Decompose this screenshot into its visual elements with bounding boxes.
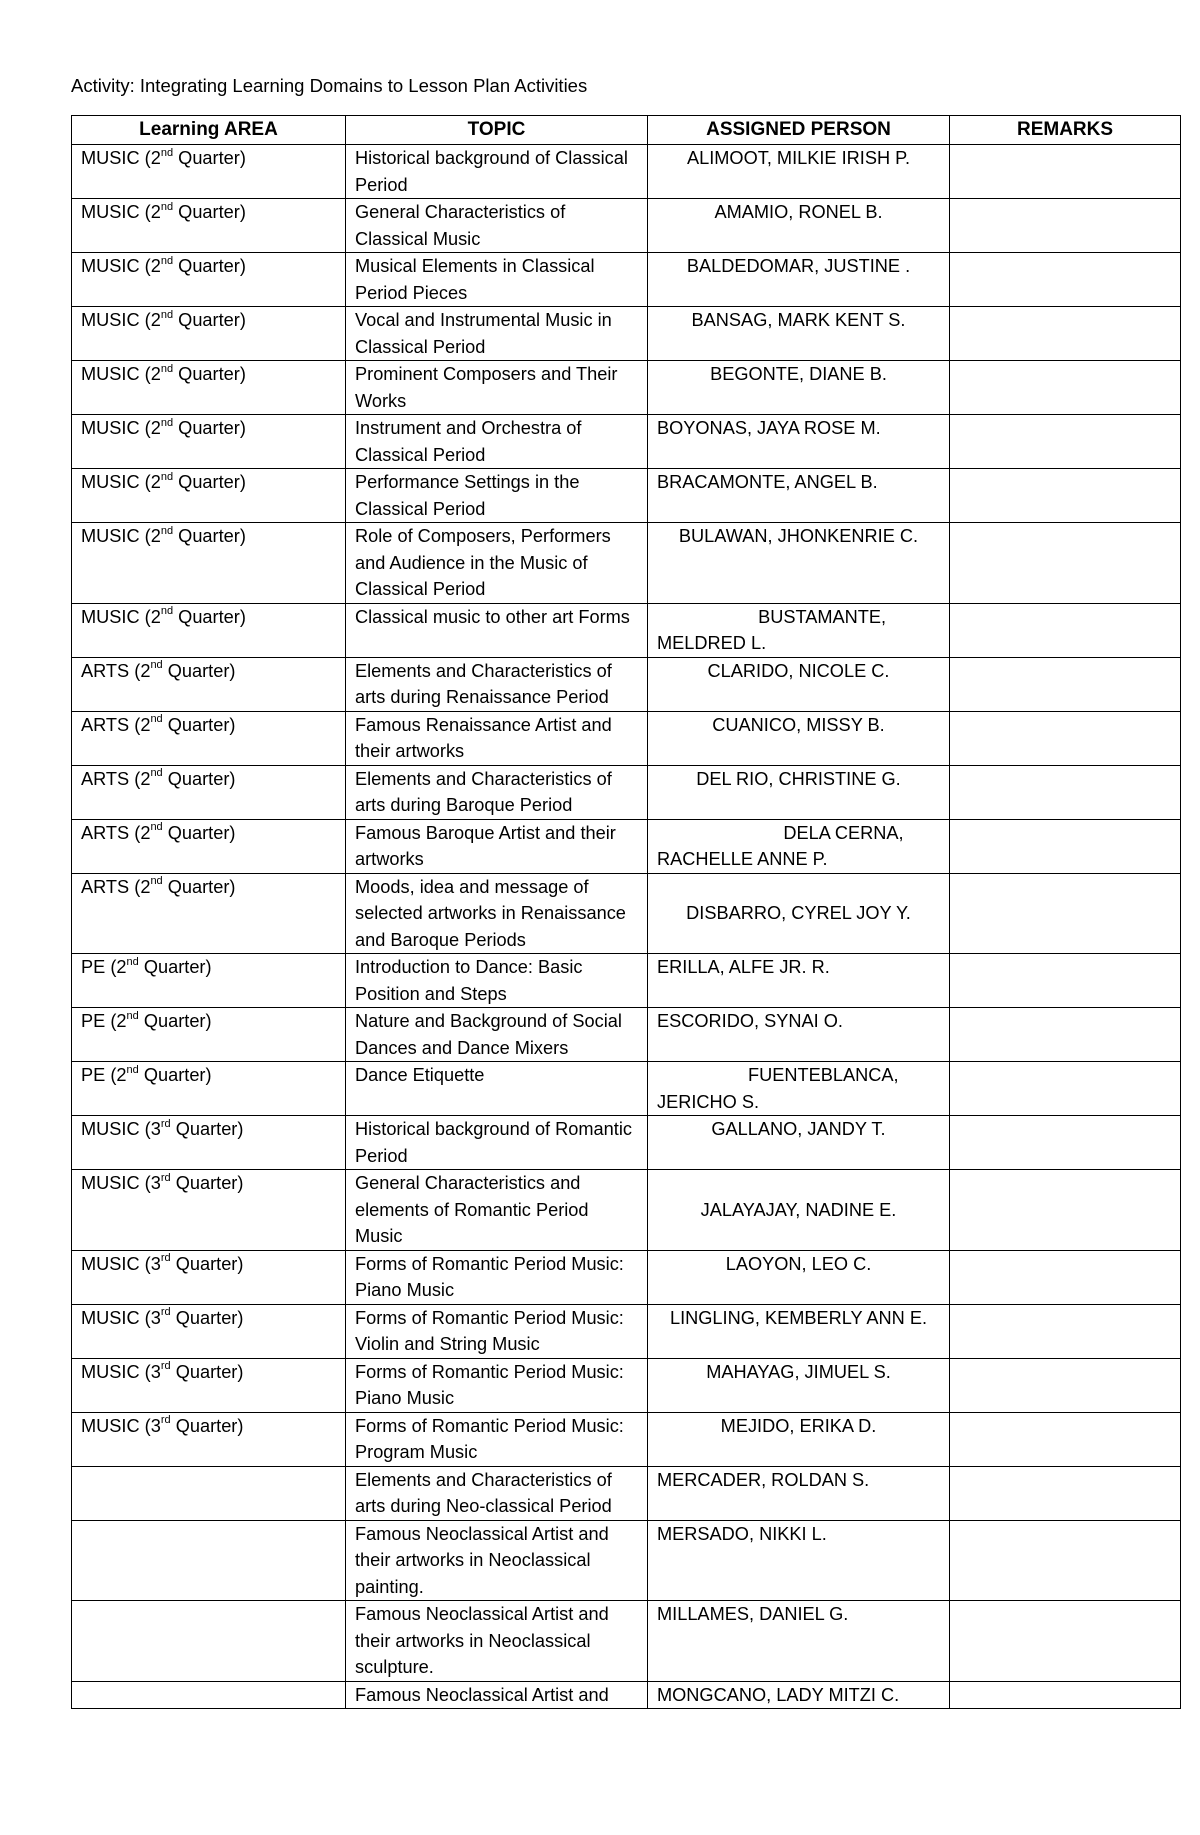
assigned-person-cell: BALDEDOMAR, JUSTINE . — [648, 253, 950, 307]
area-quarter-word: Quarter — [175, 1173, 238, 1193]
topic-cell: Forms of Romantic Period Music: Violin and String Music — [346, 1304, 648, 1358]
area-quarter-word: Quarter — [175, 1361, 238, 1382]
area-quarter-word: Quarter — [175, 1307, 238, 1328]
area-subject: MUSIC — [81, 1307, 140, 1328]
assigned-person-cell: CLARIDO, NICOLE C. — [648, 657, 950, 711]
table-row — [72, 1520, 1181, 1601]
remarks-cell — [950, 765, 1181, 819]
area-subject: MUSIC — [81, 526, 140, 546]
remarks-cell — [950, 1466, 1181, 1520]
learning-area-cell — [72, 1520, 346, 1601]
area-subject: PE — [81, 957, 106, 977]
remarks-cell — [950, 1358, 1181, 1412]
area-quarter-number: 2 — [140, 822, 151, 843]
assigned-person-cell: MONGCANO, LADY MITZI C. — [648, 1681, 950, 1709]
area-quarter-word: Quarter — [175, 1415, 238, 1436]
header-remarks: REMARKS — [950, 116, 1181, 145]
area-quarter-ordinal: nd — [150, 767, 163, 780]
area-quarter-word: Quarter — [175, 1119, 238, 1139]
area-subject: MUSIC — [81, 418, 140, 438]
area-quarter-word: Quarter — [167, 714, 230, 735]
learning-area-cell: MUSIC (3rd Quarter) — [72, 1170, 346, 1251]
assigned-person-cell: DEL RIO, CHRISTINE G. — [648, 765, 950, 819]
assigned-person-cell: BUSTAMANTE, MELDRED L. — [648, 603, 950, 657]
area-quarter-number: 2 — [150, 310, 161, 330]
area-quarter-number: 3 — [150, 1361, 161, 1382]
area-subject: PE — [81, 1065, 106, 1085]
assigned-person-cell: BOYONAS, JAYA ROSE M. — [648, 415, 950, 469]
table-row — [72, 873, 1181, 954]
topic-cell: Classical music to other art Forms — [346, 603, 648, 657]
learning-area-cell: MUSIC (2nd Quarter) — [72, 361, 346, 415]
area-quarter-number: 2 — [150, 418, 161, 438]
table-row — [72, 469, 1181, 523]
topic-cell: Dance Etiquette — [346, 1062, 648, 1116]
area-quarter-word: Quarter — [175, 1253, 238, 1274]
assigned-person-cell: MERCADER, ROLDAN S. — [648, 1466, 950, 1520]
learning-area-cell: PE (2nd Quarter) — [72, 954, 346, 1008]
area-quarter-word: Quarter — [167, 660, 230, 681]
area-subject: ARTS — [81, 714, 130, 735]
remarks-cell — [950, 415, 1181, 469]
area-quarter-number: 2 — [150, 606, 161, 627]
learning-area-cell: PE (2nd Quarter) — [72, 1008, 346, 1062]
remarks-cell — [950, 523, 1181, 604]
remarks-cell — [950, 711, 1181, 765]
table-row — [72, 603, 1181, 657]
table-row — [72, 819, 1181, 873]
topic-cell: Elements and Characteristics of arts during Neo-classical Period — [346, 1466, 648, 1520]
assigned-person-cell: ALIMOOT, MILKIE IRISH P. — [648, 145, 950, 199]
area-quarter-word: Quarter — [167, 876, 230, 897]
area-quarter-word: Quarter — [167, 822, 230, 843]
area-quarter-number: 2 — [150, 472, 161, 492]
area-quarter-word: Quarter — [178, 418, 240, 438]
remarks-cell — [950, 253, 1181, 307]
assigned-person-cell: ERILLA, ALFE JR. R. — [648, 954, 950, 1008]
table-row — [72, 1116, 1181, 1170]
topic-cell: Famous Baroque Artist and their artworks — [346, 819, 648, 873]
area-quarter-word: Quarter — [143, 957, 206, 977]
area-subject: MUSIC — [81, 1119, 140, 1139]
table-row — [72, 145, 1181, 199]
table-body — [72, 145, 1181, 1709]
area-quarter-ordinal: nd — [160, 362, 174, 375]
table-row — [72, 1170, 1181, 1251]
learning-area-cell: ARTS (2nd Quarter) — [72, 819, 346, 873]
learning-area-cell: MUSIC (3rd Quarter) — [72, 1116, 346, 1170]
area-quarter-ordinal: nd — [150, 659, 163, 672]
area-quarter-number: 2 — [150, 256, 161, 276]
area-quarter-number: 2 — [140, 714, 151, 735]
assigned-person-cell: CUANICO, MISSY B. — [648, 711, 950, 765]
remarks-cell — [950, 199, 1181, 253]
assigned-person-cell: BANSAG, MARK KENT S. — [648, 307, 950, 361]
table-row — [72, 415, 1181, 469]
assigned-person-cell: MEJIDO, ERIKA D. — [648, 1412, 950, 1466]
assigned-person-cell: MILLAMES, DANIEL G. — [648, 1601, 950, 1682]
remarks-cell — [950, 1412, 1181, 1466]
area-quarter-word: Quarter — [178, 310, 240, 330]
topic-cell: Moods, idea and message of selected artworks in Renaissance and Baroque Periods — [346, 873, 648, 954]
table-row — [72, 711, 1181, 765]
area-subject: MUSIC — [81, 606, 140, 627]
topic-cell: General Characteristics and elements of Romantic Period Music — [346, 1170, 648, 1251]
learning-area-cell: MUSIC (3rd Quarter) — [72, 1304, 346, 1358]
area-quarter-ordinal: rd — [160, 1306, 171, 1319]
remarks-cell — [950, 1250, 1181, 1304]
topic-cell: Famous Neoclassical Artist and — [346, 1681, 648, 1709]
area-subject: MUSIC — [81, 1253, 140, 1274]
area-quarter-number: 2 — [140, 876, 151, 897]
assigned-person-cell: MAHAYAG, JIMUEL S. — [648, 1358, 950, 1412]
remarks-cell — [950, 469, 1181, 523]
remarks-cell — [950, 1170, 1181, 1251]
header-topic: TOPIC — [346, 116, 648, 145]
remarks-cell — [950, 1062, 1181, 1116]
area-quarter-number: 2 — [150, 202, 161, 222]
topic-cell: Vocal and Instrumental Music in Classical Period — [346, 307, 648, 361]
area-quarter-ordinal: nd — [160, 470, 174, 483]
table-row — [72, 1250, 1181, 1304]
area-subject: MUSIC — [81, 472, 140, 492]
learning-area-cell: MUSIC (2nd Quarter) — [72, 523, 346, 604]
area-quarter-word: Quarter — [178, 148, 240, 168]
table-row — [72, 523, 1181, 604]
area-quarter-number: 3 — [150, 1119, 161, 1139]
table-row — [72, 1358, 1181, 1412]
learning-area-cell: PE (2nd Quarter) — [72, 1062, 346, 1116]
learning-area-cell: MUSIC (2nd Quarter) — [72, 307, 346, 361]
topic-cell: Instrument and Orchestra of Classical Period — [346, 415, 648, 469]
area-quarter-ordinal: nd — [126, 1063, 139, 1076]
topic-cell: Nature and Background of Social Dances and Dance Mixers — [346, 1008, 648, 1062]
topic-cell: Famous Renaissance Artist and their artworks — [346, 711, 648, 765]
area-subject: MUSIC — [81, 256, 140, 276]
area-subject: MUSIC — [81, 310, 140, 330]
area-quarter-number: 2 — [116, 957, 127, 977]
assignment-table — [71, 115, 1181, 1709]
table-row — [72, 954, 1181, 1008]
assigned-person-cell: GALLANO, JANDY T. — [648, 1116, 950, 1170]
table-row — [72, 1466, 1181, 1520]
table-row — [72, 1008, 1181, 1062]
table-row — [72, 199, 1181, 253]
area-subject: PE — [81, 1011, 106, 1031]
table-row — [72, 1062, 1181, 1116]
area-quarter-number: 2 — [150, 364, 161, 384]
assigned-person-cell: LAOYON, LEO C. — [648, 1250, 950, 1304]
learning-area-cell: MUSIC (2nd Quarter) — [72, 253, 346, 307]
area-quarter-ordinal: nd — [126, 955, 139, 968]
area-quarter-number: 2 — [140, 660, 151, 681]
area-subject: MUSIC — [81, 364, 140, 384]
area-subject: MUSIC — [81, 1361, 140, 1382]
table-row — [72, 1601, 1181, 1682]
remarks-cell — [950, 1520, 1181, 1601]
remarks-cell — [950, 873, 1181, 954]
learning-area-cell: MUSIC (2nd Quarter) — [72, 415, 346, 469]
area-quarter-ordinal: nd — [160, 524, 174, 537]
area-quarter-number: 3 — [150, 1253, 161, 1274]
assigned-person-cell: MERSADO, NIKKI L. — [648, 1520, 950, 1601]
area-quarter-word: Quarter — [178, 202, 240, 222]
area-quarter-ordinal: nd — [160, 200, 174, 213]
area-subject: ARTS — [81, 660, 130, 681]
table-header-row — [72, 116, 1181, 145]
remarks-cell — [950, 145, 1181, 199]
learning-area-cell — [72, 1681, 346, 1709]
area-quarter-number: 2 — [116, 1011, 127, 1031]
header-assigned-person: ASSIGNED PERSON — [648, 116, 950, 145]
remarks-cell — [950, 1681, 1181, 1709]
topic-cell: Prominent Composers and Their Works — [346, 361, 648, 415]
area-quarter-ordinal: nd — [150, 821, 163, 834]
area-quarter-ordinal: nd — [160, 146, 174, 159]
area-quarter-ordinal: nd — [150, 875, 163, 888]
assigned-person-cell: ESCORIDO, SYNAI O. — [648, 1008, 950, 1062]
learning-area-cell: ARTS (2nd Quarter) — [72, 765, 346, 819]
area-quarter-word: Quarter — [178, 526, 240, 546]
assigned-person-cell: LINGLING, KEMBERLY ANN E. — [648, 1304, 950, 1358]
table-row — [72, 1304, 1181, 1358]
learning-area-cell: ARTS (2nd Quarter) — [72, 873, 346, 954]
table-row — [72, 307, 1181, 361]
learning-area-cell: MUSIC (2nd Quarter) — [72, 199, 346, 253]
document-title: Activity: Integrating Learning Domains to Lesson Plan Activities — [71, 75, 588, 96]
topic-cell: General Characteristics of Classical Music — [346, 199, 648, 253]
remarks-cell — [950, 657, 1181, 711]
area-quarter-ordinal: nd — [160, 605, 174, 618]
table-row — [72, 657, 1181, 711]
remarks-cell — [950, 1116, 1181, 1170]
table-row — [72, 361, 1181, 415]
topic-cell: Elements and Characteristics of arts during Baroque Period — [346, 765, 648, 819]
area-subject: MUSIC — [81, 1173, 140, 1193]
area-quarter-ordinal: nd — [150, 713, 163, 726]
assigned-person-cell: AMAMIO, RONEL B. — [648, 199, 950, 253]
topic-cell: Forms of Romantic Period Music: Piano Music — [346, 1358, 648, 1412]
assigned-person-cell: DISBARRO, CYREL JOY Y. — [648, 873, 950, 954]
learning-area-cell: MUSIC (3rd Quarter) — [72, 1358, 346, 1412]
learning-area-cell: ARTS (2nd Quarter) — [72, 657, 346, 711]
assigned-person-cell: BULAWAN, JHONKENRIE C. — [648, 523, 950, 604]
area-quarter-ordinal: rd — [160, 1360, 171, 1373]
topic-cell: Historical background of Classical Period — [346, 145, 648, 199]
table-row — [72, 253, 1181, 307]
table-row — [72, 1681, 1181, 1709]
learning-area-cell: MUSIC (3rd Quarter) — [72, 1250, 346, 1304]
topic-cell: Forms of Romantic Period Music: Program Music — [346, 1412, 648, 1466]
topic-cell: Elements and Characteristics of arts during Renaissance Period — [346, 657, 648, 711]
remarks-cell — [950, 819, 1181, 873]
topic-cell: Forms of Romantic Period Music: Piano Music — [346, 1250, 648, 1304]
learning-area-cell — [72, 1601, 346, 1682]
assigned-person-cell: BEGONTE, DIANE B. — [648, 361, 950, 415]
area-quarter-word: Quarter — [178, 606, 240, 627]
learning-area-cell: MUSIC (2nd Quarter) — [72, 469, 346, 523]
area-quarter-ordinal: rd — [160, 1414, 171, 1427]
area-quarter-number: 3 — [150, 1173, 161, 1193]
area-subject: ARTS — [81, 768, 130, 789]
topic-cell: Performance Settings in the Classical Period — [346, 469, 648, 523]
area-quarter-ordinal: nd — [126, 1009, 139, 1022]
remarks-cell — [950, 361, 1181, 415]
area-quarter-ordinal: rd — [160, 1117, 171, 1130]
area-quarter-word: Quarter — [143, 1065, 206, 1085]
learning-area-cell: ARTS (2nd Quarter) — [72, 711, 346, 765]
assigned-person-cell: JALAYAJAY, NADINE E. — [648, 1170, 950, 1251]
area-quarter-number: 3 — [150, 1307, 161, 1328]
area-quarter-ordinal: nd — [160, 254, 174, 267]
area-quarter-word: Quarter — [143, 1011, 206, 1031]
area-quarter-ordinal: rd — [160, 1252, 171, 1265]
area-quarter-number: 2 — [150, 148, 161, 168]
area-quarter-number: 2 — [140, 768, 151, 789]
learning-area-cell: MUSIC (2nd Quarter) — [72, 145, 346, 199]
area-quarter-number: 2 — [116, 1065, 127, 1085]
learning-area-cell — [72, 1466, 346, 1520]
area-subject: ARTS — [81, 822, 130, 843]
topic-cell: Famous Neoclassical Artist and their artworks in Neoclassical painting. — [346, 1520, 648, 1601]
remarks-cell — [950, 954, 1181, 1008]
area-subject: MUSIC — [81, 202, 140, 222]
remarks-cell — [950, 1008, 1181, 1062]
area-quarter-word: Quarter — [178, 472, 240, 492]
area-quarter-word: Quarter — [178, 256, 240, 276]
assigned-person-cell: BRACAMONTE, ANGEL B. — [648, 469, 950, 523]
remarks-cell — [950, 1304, 1181, 1358]
learning-area-cell: MUSIC (2nd Quarter) — [72, 603, 346, 657]
area-quarter-number: 3 — [150, 1415, 161, 1436]
header-learning-area: Learning AREA — [72, 116, 346, 145]
area-quarter-word: Quarter — [167, 768, 230, 789]
assigned-person-cell: FUENTEBLANCA, JERICHO S. — [648, 1062, 950, 1116]
learning-area-cell: MUSIC (3rd Quarter) — [72, 1412, 346, 1466]
table-row — [72, 1412, 1181, 1466]
area-quarter-ordinal: nd — [160, 416, 174, 429]
topic-cell: Musical Elements in Classical Period Pieces — [346, 253, 648, 307]
area-quarter-word: Quarter — [178, 364, 240, 384]
area-subject: ARTS — [81, 876, 130, 897]
table-row — [72, 765, 1181, 819]
remarks-cell — [950, 307, 1181, 361]
area-quarter-number: 2 — [150, 526, 161, 546]
topic-cell: Historical background of Romantic Period — [346, 1116, 648, 1170]
remarks-cell — [950, 1601, 1181, 1682]
assigned-person-cell: DELA CERNA, RACHELLE ANNE P. — [648, 819, 950, 873]
topic-cell: Role of Composers, Performers and Audience in the Music of Classical Period — [346, 523, 648, 604]
area-subject: MUSIC — [81, 1415, 140, 1436]
area-quarter-ordinal: nd — [160, 308, 174, 321]
area-subject: MUSIC — [81, 148, 140, 168]
topic-cell: Introduction to Dance: Basic Position and Steps — [346, 954, 648, 1008]
topic-cell: Famous Neoclassical Artist and their artworks in Neoclassical sculpture. — [346, 1601, 648, 1682]
remarks-cell — [950, 603, 1181, 657]
area-quarter-ordinal: rd — [160, 1171, 171, 1184]
